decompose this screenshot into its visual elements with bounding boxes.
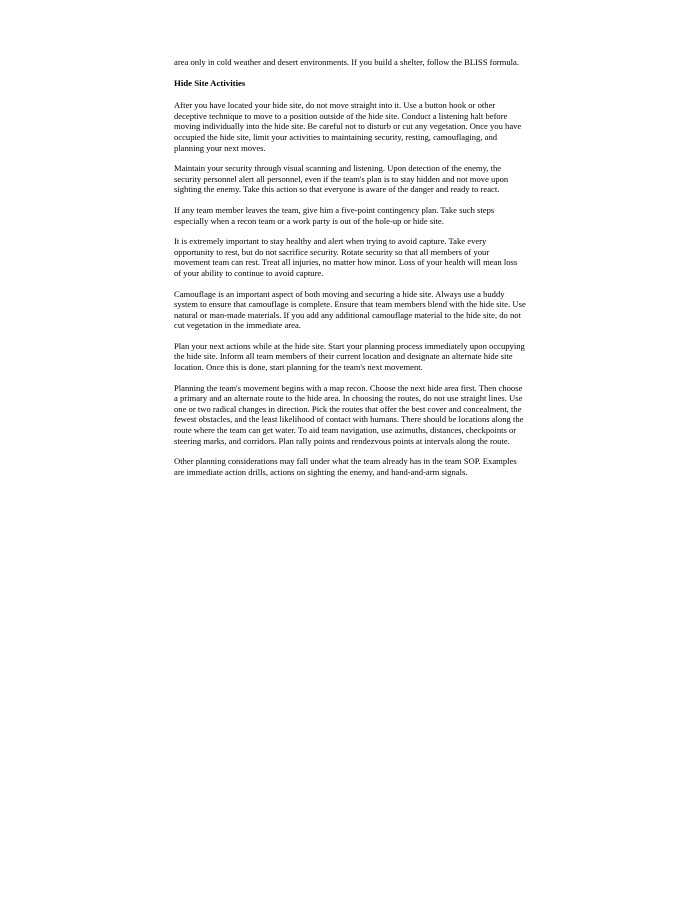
paragraph-approach: After you have located your hide site, do not move straight into it. Use a button hook or other deceptive technique to move to a position outside of the hide site. Conduct a listening halt before moving individually into the hide site. Be careful not to disturb or cut any vegetation. Once you have occupied the hide site, limit your activities to maintaining security, resting, camouflaging, and planning your next moves.: [174, 100, 522, 153]
paragraph-other-considerations: Other planning considerations may fall under what the team already has in the team SOP. Examples are immediate action drills, actions on sighting the enemy, and hand-and-arm signals.: [174, 456, 517, 477]
paragraph-contingency: If any team member leaves the team, give him a five-point contingency plan. Take such steps especially when a recon team or a work party is out of the hole-up or hide site.: [174, 204, 495, 226]
intro-paragraph: area only in cold weather and desert environments. If you build a shelter, follow the BLISS formula.: [174, 57, 519, 67]
paragraph-movement: Planning the team's movement begins with a map recon. Choose the next hide area first. Then choose a primary and an alternate route to the hide area. In choosing the routes, do not use straight lines. Use one or two radical changes in direction. Pick the routes that offer the best cover and concealment, the fewest obstacles, and the least likelihood of contact with humans. There should be locations along the route where the team can get water. To aid team navigation, use azimuths, distances, checkpoints or steering marks, and corridors. Plan rally points and rendezvous points at intervals along the route.: [174, 382, 524, 446]
paragraph-camouflage: Camouflage is an important aspect of both moving and securing a hide site. Always use a buddy system to ensure that camouflage is complete. Ensure that team members blend with the hide site. Use natural or man-made materials. If you add any additional camouflage material to the hide site, do not cut vegetation in the immediate area.: [174, 288, 526, 331]
section-heading: Hide Site Activities: [174, 77, 246, 88]
paragraph-planning: Plan your next actions while at the hide site. Start your planning process immediately upon occupying the hide site. Inform all team members of their current location and designate an alternate hide site location. Once this is done, start planning for the team's next movement.: [174, 340, 525, 373]
paragraph-security: Maintain your security through visual scanning and listening. Upon detection of the enemy, the security personnel alert all personnel, even if the team's plan is to stay hidden and not move upon sighting the enemy. Take this action so that everyone is aware of the danger and ready to react.: [174, 163, 509, 195]
paragraph-health: It is extremely important to stay healthy and alert when trying to avoid capture. Take every opportunity to rest, but do not sacrifice security. Rotate security so that all members of your movement team can rest. Treat all injuries, no matter how minor. Loss of your health will mean loss of your ability to continue to avoid capture.: [174, 236, 518, 278]
document-page: [174, 57, 526, 487]
